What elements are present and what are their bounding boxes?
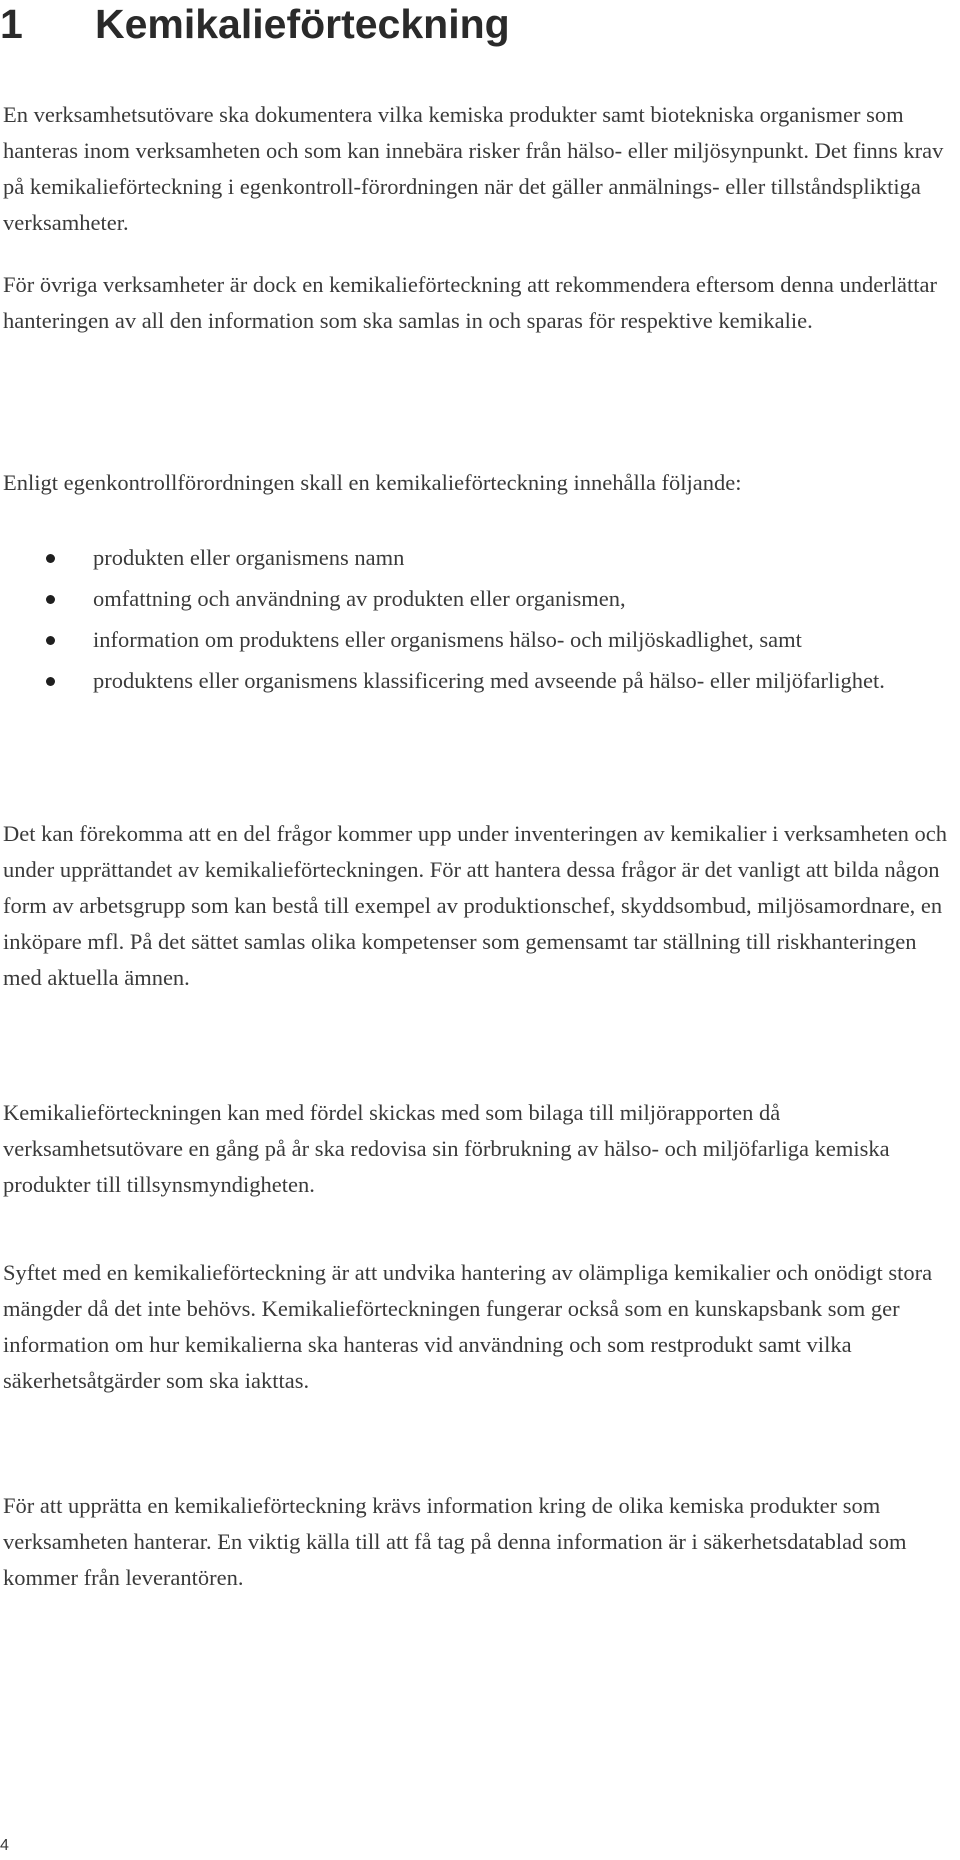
paragraph-requirements-intro: Enligt egenkontrollförordningen skall en kemikalieförteckning innehålla följande: — [3, 470, 742, 495]
paragraph-environmental-report: Kemikalieförteckningen kan med fördel skickas med som bilaga till miljörapporten då verksamhetsutövare en gång på år ska redovisa sin förbrukning av hälso- och miljöfarliga kemiska produkter till tillsynsmyndigheten. — [3, 1100, 890, 1197]
requirements-list — [0, 540, 955, 704]
list-item — [0, 622, 955, 657]
paragraph-purpose: Syftet med en kemikalieförteckning är att undvika hantering av olämpliga kemikalier och onödigt stora mängder då det inte behövs. Kemikalieförteckningen fungerar också som en kunskapsbank som ger information om hur kemikalierna ska hanteras vid användning och som restprodukt samt vilka säkerhetsåtgärder som ska iakttas. — [3, 1260, 933, 1393]
section-title: Kemikalieförteckning — [95, 1, 510, 47]
list-item-text: produkten eller organismens namn — [93, 545, 405, 570]
list-item-text: information om produktens eller organismens hälso- och miljöskadlighet, samt — [93, 627, 802, 652]
page-number: 4 — [0, 1837, 9, 1854]
bullet-icon — [46, 636, 55, 645]
bullet-icon — [46, 554, 55, 563]
section-number: 1 — [0, 1, 23, 47]
list-item-text: omfattning och användning av produkten eller organismen, — [93, 586, 626, 611]
paragraph-intro: En verksamhetsutövare ska dokumentera vilka kemiska produkter samt biotekniska organismer som hanteras inom verksamheten och som kan innebära risker från hälso- eller miljösynpunkt. Det finns krav på kemikalieförteckning i egenkontroll-förordningen när det gäller anmälnings- eller tillståndspliktiga verksamheter. — [3, 102, 944, 235]
list-item-text: produktens eller organismens klassificering med avseende på hälso- eller miljöfarlighet. — [93, 668, 885, 693]
bullet-icon — [46, 595, 55, 604]
paragraph-working-group: Det kan förekomma att en del frågor kommer upp under inventeringen av kemikalier i verksamheten och under upprättandet av kemikalieförteckningen. För att hantera dessa frågor är det vanligt att bilda någon form av arbetsgrupp som kan bestå till exempel av produktionschef, skyddsombud, miljösamordnare, en inköpare mfl. På det sättet samlas olika kompetenser som gemensamt tar ställning till riskhanteringen med aktuella ämnen. — [3, 821, 948, 990]
list-item — [0, 581, 955, 616]
paragraph-recommendation: För övriga verksamheter är dock en kemikalieförteckning att rekommendera eftersom denna underlättar hanteringen av all den information som ska samlas in och sparas för respektive kemikalie. — [3, 272, 937, 333]
list-item — [0, 540, 955, 575]
list-item — [0, 663, 955, 698]
bullet-icon — [46, 677, 55, 686]
paragraph-safety-data-sheets: För att upprätta en kemikalieförteckning krävs information kring de olika kemiska produkter som verksamheten hanterar. En viktig källa till att få tag på denna information är i säkerhetsdatablad som kommer från leverantören. — [3, 1493, 907, 1590]
section-heading — [0, 0, 510, 48]
